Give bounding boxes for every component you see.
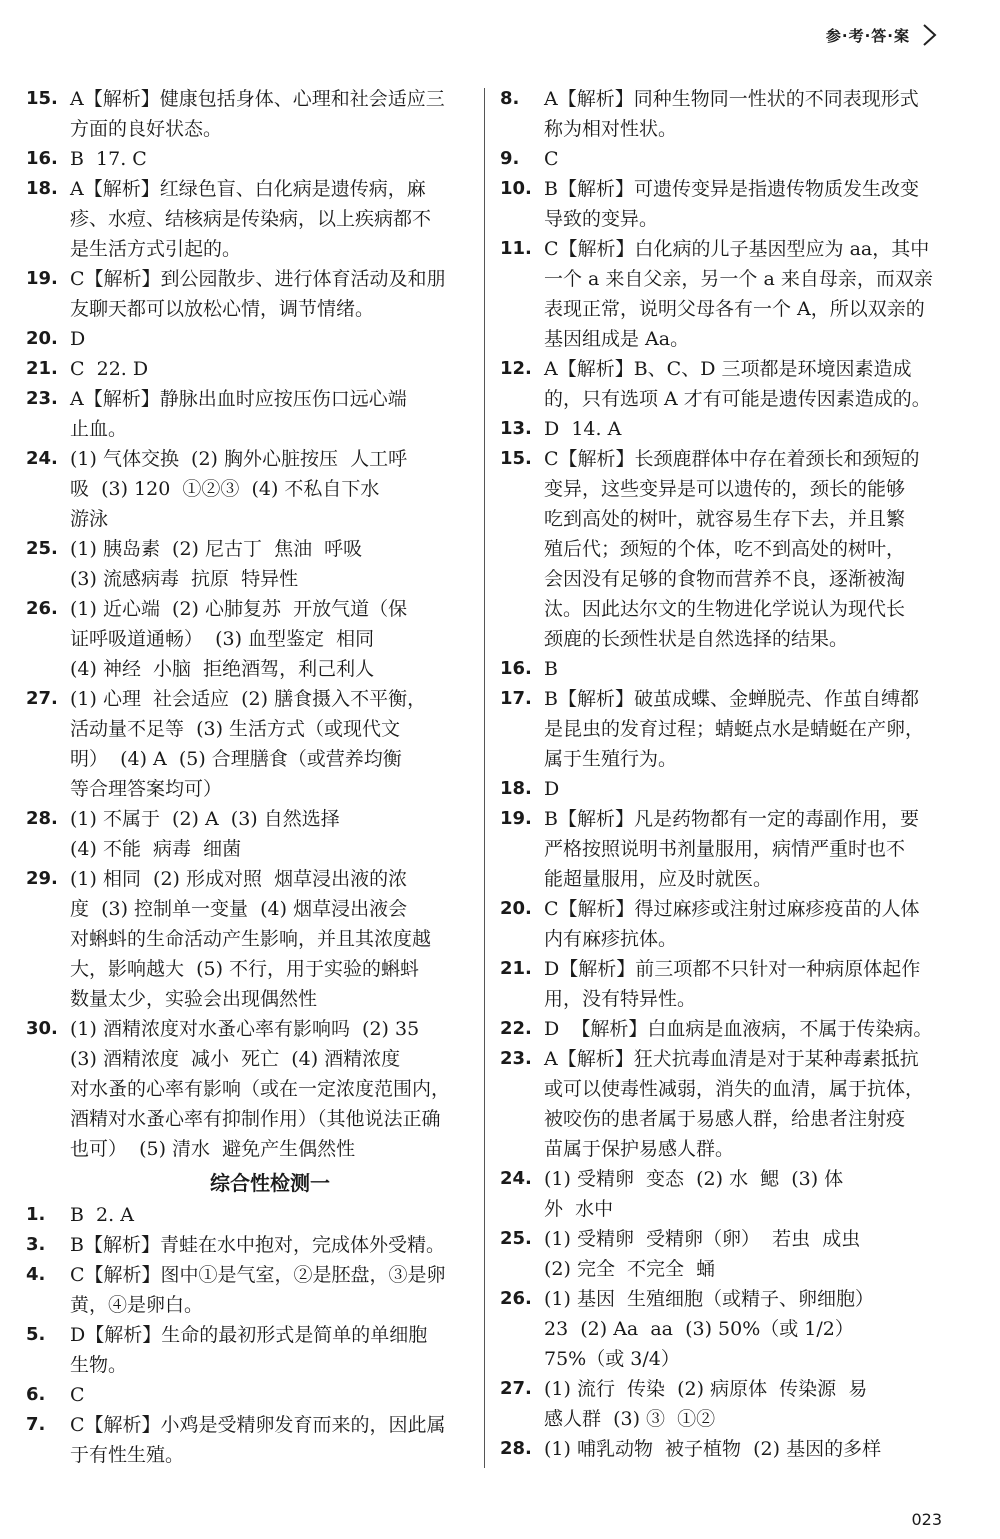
answer-text: (1) 不属于 (2) A (3) 自然选择 (4) 不能 病毒 细菌	[70, 808, 340, 860]
answer-item	[500, 234, 946, 354]
question-number: 21.	[26, 358, 58, 379]
answer-text: A【解析】静脉出血时应按压伤口远心端 止血。	[70, 388, 407, 440]
answer-list-left	[26, 84, 470, 1164]
answer-text: (1) 心理 社会适应 (2) 膳食摄入不平衡， 活动量不足等 (3) 生活方式（或现代文 明） (4) A (5) 合理膳食（或营养均衡 等合理答案均可）	[70, 688, 427, 800]
answer-item	[26, 174, 470, 264]
page-number: 023	[911, 1510, 942, 1529]
answer-item	[26, 1230, 470, 1260]
question-number: 20.	[500, 898, 532, 919]
answer-text: (1) 相同 (2) 形成对照 烟草浸出液的浓 度 (3) 控制单一变量 (4) 烟草浸出液会 对蝌蚪的生命活动产生影响，并且其浓度越 大，影响越大 (5) 不行，用于实验的蝌蚪 数量太少，实验会出现偶然性	[70, 868, 432, 1010]
answer-text: (1) 哺乳动物 被子植物 (2) 基因的多样	[544, 1438, 882, 1460]
answer-text: D 【解析】白血病是血液病，不属于传染病。	[544, 1018, 933, 1040]
answer-item	[500, 804, 946, 894]
answer-item	[500, 1014, 946, 1044]
answer-item	[26, 804, 470, 864]
answer-text: C【解析】白化病的儿子基因型应为 aa，其中 一个 a 来自父亲，另一个 a 来自母亲，而双亲 表现正常，说明父母各有一个 A，所以双亲的 基因组成是 Aa。	[544, 238, 933, 350]
question-number: 3.	[26, 1234, 46, 1255]
answer-item	[500, 1224, 946, 1284]
answer-item	[26, 444, 470, 534]
answer-text: A【解析】狂犬抗毒血清是对于某种毒素抵抗 或可以使毒性减弱，消失的血清，属于抗体， 被咬伤的患者属于易感人群，给患者注射疫 苗属于保护易感人群。	[544, 1048, 925, 1160]
question-number: 12.	[500, 358, 532, 379]
question-number: 18.	[500, 778, 532, 799]
question-number: 24.	[500, 1168, 532, 1189]
answer-item	[500, 174, 946, 234]
question-number: 16.	[26, 148, 58, 169]
question-number: 25.	[500, 1228, 532, 1249]
question-number: 7.	[26, 1414, 46, 1435]
answer-text: C【解析】到公园散步、进行体育活动及和朋 友聊天都可以放松心情，调节情绪。	[70, 268, 446, 320]
question-number: 22.	[500, 1018, 532, 1039]
answer-item	[500, 774, 946, 804]
question-number: 23.	[500, 1048, 532, 1069]
answer-text: (1) 胰岛素 (2) 尼古丁 焦油 呼吸 (3) 流感病毒 抗原 特异性	[70, 538, 363, 590]
answer-text: C【解析】小鸡是受精卵发育而来的，因此属 于有性生殖。	[70, 1414, 446, 1466]
answer-item	[500, 894, 946, 954]
right-column	[500, 84, 946, 1464]
question-number: 30.	[26, 1018, 58, 1039]
answer-text: C【解析】长颈鹿群体中存在着颈长和颈短的 变异，这些变异是可以遗传的，颈长的能够 吃到高处的树叶，就容易生存下去，并且繁 殖后代；颈短的个体，吃不到高处的树叶， 会因没有足够的食物而营养不良，逐渐被淘 汰。因此达尔文的生物进化学说认为现代长 颈鹿的长颈性状是自然选择的结果。	[544, 448, 920, 650]
answer-item	[26, 1410, 470, 1470]
answer-item	[500, 954, 946, 1014]
answer-item	[500, 1434, 946, 1464]
question-number: 16.	[500, 658, 532, 679]
answer-text: A【解析】健康包括身体、心理和社会适应三 方面的良好状态。	[70, 88, 445, 140]
answer-item	[500, 1164, 946, 1224]
answer-text: D	[70, 328, 86, 350]
answer-list-left-section2	[26, 1200, 470, 1470]
answer-text: C	[70, 1384, 85, 1406]
answer-item	[26, 324, 470, 354]
answer-item	[26, 354, 470, 384]
answer-item	[26, 1260, 470, 1320]
answer-text: (1) 酒精浓度对水蚤心率有影响吗 (2) 35 (3) 酒精浓度 减小 死亡 (4) 酒精浓度 对水蚤的心率有影响（或在一定浓度范围内， 酒精对水蚤心率有抑制作用）（其他说法正确 也可） (5) 清水 避免产生偶然性	[70, 1018, 451, 1160]
question-number: 13.	[500, 418, 532, 439]
answer-text: (1) 气体交换 (2) 胸外心脏按压 人工呼 吸 (3) 120 ①②③ (4) 不私自下水 游泳	[70, 448, 408, 530]
question-number: 29.	[26, 868, 58, 889]
answer-item	[500, 684, 946, 774]
answer-list-right	[500, 84, 946, 1464]
answer-item	[26, 144, 470, 174]
question-number: 5.	[26, 1324, 46, 1345]
question-number: 20.	[26, 328, 58, 349]
answer-text: C 22. D	[70, 358, 149, 380]
question-number: 4.	[26, 1264, 46, 1285]
answer-text: B【解析】凡是药物都有一定的毒副作用，要 严格按照说明书剂量服用，病情严重时也不 能超量服用，应及时就医。	[544, 808, 919, 890]
question-number: 15.	[500, 448, 532, 469]
answer-text: B【解析】破茧成蝶、金蝉脱壳、作茧自缚都 是昆虫的发育过程；蜻蜓点水是蜻蜓在产卵， 属于生殖行为。	[544, 688, 925, 770]
page-header	[826, 22, 942, 48]
answer-text: A【解析】同种生物同一性状的不同表现形式 称为相对性状。	[544, 88, 919, 140]
answer-item	[26, 684, 470, 804]
answer-item	[26, 384, 470, 444]
question-number: 6.	[26, 1384, 46, 1405]
column-divider	[484, 88, 485, 1468]
answer-text: (1) 受精卵 受精卵（卵） 若虫 成虫 (2) 完全 不完全 蛹	[544, 1228, 861, 1280]
question-number: 25.	[26, 538, 58, 559]
answer-text: A【解析】红绿色盲、白化病是遗传病，麻 疹、水痘、结核病是传染病，以上疾病都不 是生活方式引起的。	[70, 178, 432, 260]
question-number: 28.	[26, 808, 58, 829]
answer-text: B	[544, 658, 558, 680]
question-number: 19.	[500, 808, 532, 829]
answer-text: D【解析】前三项都不只针对一种病原体起作 用，没有特异性。	[544, 958, 921, 1010]
question-number: 23.	[26, 388, 58, 409]
answer-item	[500, 144, 946, 174]
header-title: 参·考·答·案	[825, 26, 910, 45]
answer-item	[500, 1284, 946, 1374]
answer-text: C【解析】得过麻疹或注射过麻疹疫苗的人体 内有麻疹抗体。	[544, 898, 920, 950]
chevron-right-icon	[916, 22, 942, 48]
answer-item	[500, 654, 946, 684]
question-number: 19.	[26, 268, 58, 289]
answer-item	[26, 594, 470, 684]
question-number: 28.	[500, 1438, 532, 1459]
question-number: 17.	[500, 688, 532, 709]
question-number: 18.	[26, 178, 58, 199]
answer-text: B【解析】可遗传变异是指遗传物质发生改变 导致的变异。	[544, 178, 919, 230]
section-heading: 综合性检测一	[210, 1171, 330, 1195]
question-number: 9.	[500, 148, 520, 169]
question-number: 8.	[500, 88, 520, 109]
answer-item	[26, 1014, 470, 1164]
answer-text: (1) 基因 生殖细胞（或精子、卵细胞） 23 (2) Aa aa (3) 50%（或 1/2） 75%（或 3/4）	[544, 1288, 875, 1370]
answer-text: B【解析】青蛙在水中抱对，完成体外受精。	[70, 1234, 445, 1256]
answer-text: A【解析】B、C、D 三项都是环境因素造成 的，只有选项 A 才有可能是遗传因素造成的。	[544, 358, 931, 410]
question-number: 21.	[500, 958, 532, 979]
answer-text: D【解析】生命的最初形式是简单的单细胞 生物。	[70, 1324, 428, 1376]
question-number: 11.	[500, 238, 532, 259]
answer-item	[26, 1200, 470, 1230]
answer-text: C	[544, 148, 559, 170]
left-column	[26, 84, 470, 1470]
answer-item	[500, 84, 946, 144]
answer-text: (1) 近心端 (2) 心肺复苏 开放气道（保 证呼吸道通畅） (3) 血型鉴定 相同 (4) 神经 小脑 拒绝酒驾，利己利人	[70, 598, 408, 680]
answer-item	[500, 1374, 946, 1434]
answer-text: (1) 流行 传染 (2) 病原体 传染源 易 感人群 (3) ③ ①②	[544, 1378, 868, 1430]
question-number: 27.	[26, 688, 58, 709]
question-number: 26.	[500, 1288, 532, 1309]
question-number: 24.	[26, 448, 58, 469]
answer-text: (1) 受精卵 变态 (2) 水 鳃 (3) 体 外 水中	[544, 1168, 844, 1220]
answer-text: D 14. A	[544, 418, 622, 440]
question-number: 26.	[26, 598, 58, 619]
question-number: 10.	[500, 178, 532, 199]
answer-item	[26, 534, 470, 594]
answer-item	[500, 354, 946, 414]
answer-item	[500, 444, 946, 654]
question-number: 15.	[26, 88, 58, 109]
answer-item	[500, 414, 946, 444]
answer-item	[500, 1044, 946, 1164]
answer-item	[26, 1320, 470, 1380]
question-number: 27.	[500, 1378, 532, 1399]
answer-item	[26, 264, 470, 324]
answer-text: D	[544, 778, 560, 800]
answer-item	[26, 1380, 470, 1410]
question-number: 1.	[26, 1204, 46, 1225]
answer-text: B 2. A	[70, 1204, 134, 1226]
answer-text: B 17. C	[70, 148, 147, 170]
answer-text: C【解析】图中①是气室，②是胚盘，③是卵 黄，④是卵白。	[70, 1264, 446, 1316]
answer-item	[26, 84, 470, 144]
answer-item	[26, 864, 470, 1014]
